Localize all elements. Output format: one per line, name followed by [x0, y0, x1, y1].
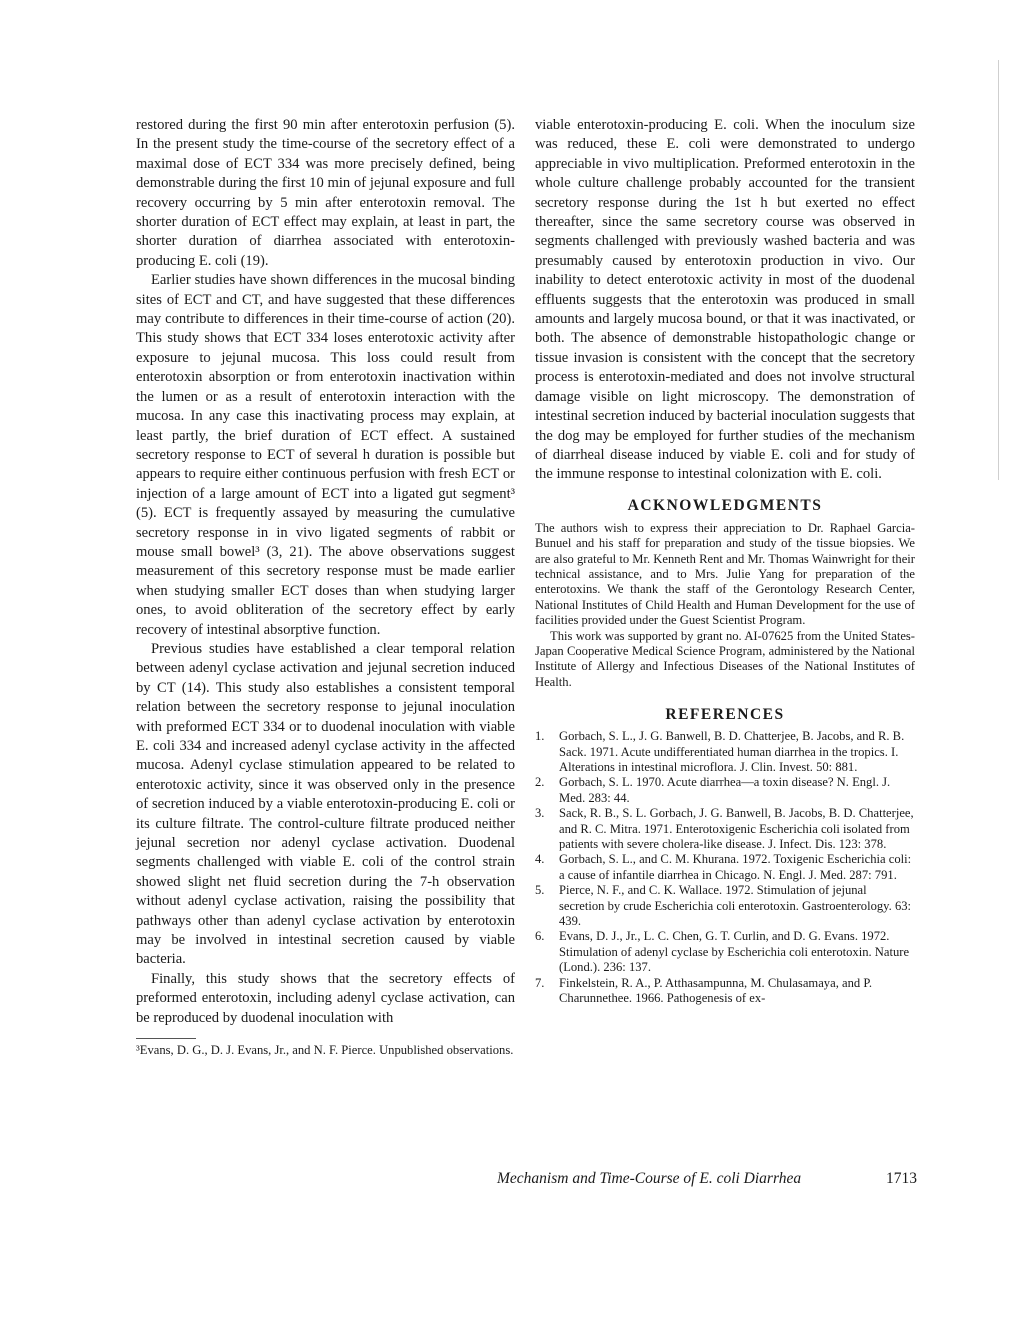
body-paragraph: Earlier studies have shown differences in the mucosal binding sites of ECT and CT, and have suggested that these differences may contribute to differences in their time-course of action (20). This study shows that ECT 334 loses enterotoxic activity after exposure to jejunal mucosa. This loss could result from enterotoxin absorption or from enterotoxin inactivation within the lumen or as a result of enterotoxin interaction with the mucosa. In any case this inactivating process may explain, at least partly, the brief duration of ECT effect. A sustained secretory response to ECT of several h duration is possible but appears to require either continuous perfusion with fresh ECT or injection of a large amount of ECT into a ligated gut segment³ (5). ECT is frequently assayed by measuring the cumulative secretory response in in vivo ligated segments of rabbit or mouse small bowel³ (3, 21). The above observations suggest measurement of this secretory response must be made earlier when studying smaller ECT doses than when studying larger ones, to avoid obliteration of the secretory effect by early recovery of intestinal absorptive function.	[136, 272, 515, 638]
left-column	[136, 116, 515, 1058]
reference-item	[535, 729, 915, 775]
reference-number: 2.	[535, 775, 545, 790]
footnote: ³Evans, D. G., D. J. Evans, Jr., and N. F. Pierce. Unpublished observations.	[136, 1043, 514, 1058]
reference-number: 5.	[535, 883, 545, 898]
body-paragraph: Previous studies have established a clear temporal relation between adenyl cyclase activation and jejunal secretion induced by CT (14). This study also establishes a consistent temporal relation between the secretory response to jejunal inoculation with preformed ECT 334 or to duodenal inoculation with viable E. coli 334 and increased adenyl cyclase activity in the affected mucosa. Adenyl cyclase stimulation appeared to be related to enterotoxic activity, since it was observed only in the presence of secretion induced by a viable enterotoxin-producing E. coli or its culture filtrate. The control-culture filtrate produced neither jejunal secretion nor adenyl cyclase activation. Duodenal segments challenged with viable E. coli of the control strain showed slight net fluid secretion during the 7-h observation without adenyl cyclase activation, raising the possibility that pathways other than adenyl cyclase activation by enterotoxin may be involved in intestinal secretion caused by viable bacteria.	[136, 640, 515, 968]
scan-edge-line	[998, 60, 999, 480]
running-footer	[497, 1170, 917, 1188]
reference-number: 1.	[535, 729, 545, 744]
reference-item	[535, 806, 915, 852]
reference-item	[535, 883, 915, 929]
reference-number: 6.	[535, 929, 545, 944]
page-number: 1713	[886, 1170, 917, 1187]
reference-item	[535, 775, 915, 806]
references-heading: REFERENCES	[665, 706, 785, 724]
reference-text: Finkelstein, R. A., P. Atthasampunna, M. Chulasamaya, and P. Charunnethee. 1966. Pathogenesis of ex-	[559, 975, 873, 1006]
body-paragraph: restored during the first 90 min after enterotoxin perfusion (5). In the present study the time-course of the secretory effect of a maximal dose of ECT 334 was more precisely defined, being demonstrable during the first 10 min of jejunal exposure and full recovery occurring by 5 min after enterotoxin removal. The shorter duration of ECT effect may explain, at least in part, the shorter duration of diarrhea associated with enterotoxin-producing E. coli (19).	[136, 117, 515, 269]
body-paragraph: viable enterotoxin-producing E. coli. When the inoculum size was reduced, these E. coli were demonstrated to undergo appreciable in vivo multiplication. Preformed enterotoxin in the whole culture challenge probably accounted for the transient secretory response during the 1st h but exerted no effect thereafter, since the same secretory course was observed in segments challenged with previously washed bacteria and was presumably caused by enterotoxin production in vivo. Our inability to detect enterotoxic activity in most of the duodenal effluents suggests that the enterotoxin was produced in small amounts and largely mucosa bound, or that it was inactivated, or both. The absence of demonstrable histopathologic change or tissue invasion is consistent with the concept that the secretory process is enterotoxin-mediated and does not involve structural damage visible on light microscopy. The demonstration of intestinal secretion induced by bacterial inoculation suggests that the dog may be employed for further studies of the mechanism of diarrheal disease induced by viable E. coli and for study of the immune response to intestinal colonization with E. coli.	[535, 117, 915, 483]
reference-number: 3.	[535, 806, 545, 821]
reference-text: Sack, R. B., S. L. Gorbach, J. G. Banwell, B. Jacobs, B. D. Chatterjee, and R. C. Mitra. 1971. Enterotoxigenic Escherichia coli isolated from patients with severe cholera-like disease. J. Infect. Dis. 123: 378.	[559, 806, 914, 852]
acknowledgments-heading: ACKNOWLEDGMENTS	[627, 496, 823, 514]
right-column	[535, 116, 915, 1007]
footnote-divider	[136, 1038, 196, 1039]
reference-number: 4.	[535, 852, 545, 867]
acknowledgments-paragraph: This work was supported by grant no. AI-07625 from the United States-Japan Cooperative Medical Science Program, administered by the National Institute of Allergy and Infectious Diseases of the National Institutes of Health.	[535, 628, 915, 689]
reference-list	[535, 729, 915, 1006]
reference-item	[535, 929, 915, 975]
running-title: Mechanism and Time-Course of E. coli Diarrhea	[497, 1170, 802, 1187]
reference-item	[535, 976, 915, 1007]
reference-item	[535, 852, 915, 883]
reference-number: 7.	[535, 975, 545, 990]
reference-text: Pierce, N. F., and C. K. Wallace. 1972. Stimulation of jejunal secretion by crude Escherichia coli enterotoxin. Gastroenterology. 63: 439.	[559, 883, 912, 929]
reference-text: Gorbach, S. L., and C. M. Khurana. 1972. Toxigenic Escherichia coli: a cause of infantile diarrhea in Chicago. N. Engl. J. Med. 287: 791.	[559, 852, 912, 882]
body-paragraph: Finally, this study shows that the secretory effects of preformed enterotoxin, including adenyl cyclase activation, can be reproduced by duodenal inoculation with	[136, 970, 515, 1026]
acknowledgments-paragraph: The authors wish to express their appreciation to Dr. Raphael Garcia-Bunuel and his staff for preparation and study of the tissue biopsies. We are also grateful to Mr. Kenneth Rent and Mr. Thomas Wainwright for their technical assistance, and to Mrs. Julie Yang for preparation of the enterotoxins. We thank the staff of the Gerontology Research Center, National Institutes of Child Health and Human Development for the use of facilities provided under the Guest Scientist Program.	[535, 520, 915, 628]
reference-text: Gorbach, S. L., J. G. Banwell, B. D. Chatterjee, B. Jacobs, and R. B. Sack. 1971. Acute undifferentiated human diarrhea in the tropics. I. Alterations in intestinal microflora. J. Clin. Invest. 50: 881.	[559, 729, 905, 774]
reference-text: Evans, D. J., Jr., L. C. Chen, G. T. Curlin, and D. G. Evans. 1972. Stimulation of adenyl cyclase by Escherichia coli enterotoxin. Nature (Lond.). 236: 137.	[559, 929, 910, 975]
reference-text: Gorbach, S. L. 1970. Acute diarrhea—a toxin disease? N. Engl. J. Med. 283: 44.	[559, 775, 891, 805]
